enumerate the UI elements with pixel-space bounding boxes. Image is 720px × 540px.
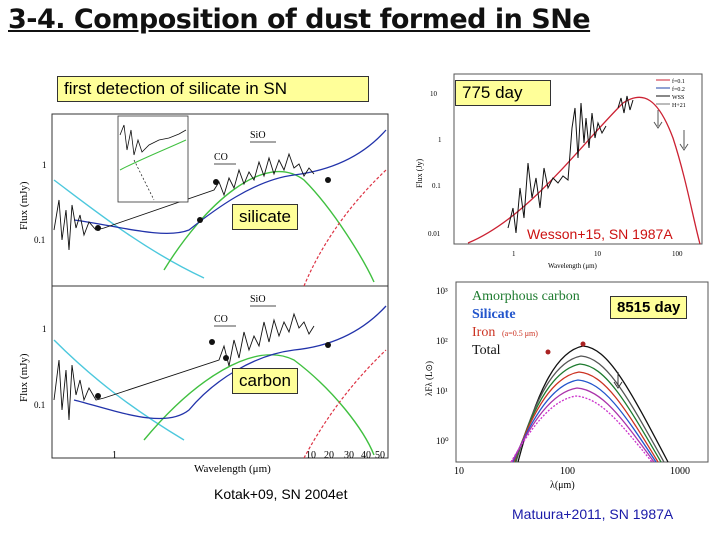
slide-title: 3-4. Composition of dust formed in SNe bbox=[8, 4, 591, 35]
wesson-ytick-01: 0.1 bbox=[432, 182, 441, 190]
left-xtick-20: 20 bbox=[324, 450, 334, 461]
matsuura-ytick-0: 10⁰ bbox=[436, 436, 449, 446]
wesson-ytick-10: 10 bbox=[430, 90, 437, 98]
svg-text:WSS: WSS bbox=[672, 95, 685, 101]
label-co-upper: CO bbox=[214, 152, 228, 163]
legend-iron-note: (a=0.5 μm) bbox=[502, 329, 538, 338]
lower-cyan-curve bbox=[54, 340, 184, 440]
upper-red-curve bbox=[304, 170, 386, 286]
left-ytick-1: 1 bbox=[42, 160, 47, 170]
matsuura-xtick-1000: 1000 bbox=[670, 466, 690, 477]
callout-775-day: 775 day bbox=[455, 80, 551, 106]
matsuura-ylabel: λFλ (L⊙) bbox=[424, 360, 434, 396]
caption-matsuura: Matuura+2011, SN 1987A bbox=[512, 506, 674, 522]
matsuura-xlabel: λ(μm) bbox=[550, 480, 575, 491]
left-xtick-1: 1 bbox=[112, 450, 117, 461]
label-co-lower: CO bbox=[214, 314, 228, 325]
wesson-xtick-1: 1 bbox=[512, 250, 516, 258]
wesson-ytick-1: 1 bbox=[438, 136, 442, 144]
label-sio-lower: SiO bbox=[250, 294, 266, 305]
svg-text:f=0.2: f=0.2 bbox=[672, 87, 685, 93]
svg-text:H+21: H+21 bbox=[672, 103, 686, 109]
left-xlabel: Wavelength (μm) bbox=[194, 463, 271, 475]
matsuura-ytick-3: 10³ bbox=[436, 286, 448, 296]
callout-first-detection: first detection of silicate in SN bbox=[57, 76, 369, 102]
label-sio-upper: SiO bbox=[250, 130, 266, 141]
wesson-sed-figure bbox=[408, 68, 708, 273]
upper-inset-frame bbox=[118, 116, 188, 202]
legend-iron: Iron bbox=[472, 325, 496, 340]
left-ylabel-lower: Flux (mJy) bbox=[18, 353, 30, 402]
lower-red-curve bbox=[304, 350, 386, 458]
left-xtick-10: 10 bbox=[306, 450, 316, 461]
callout-carbon: carbon bbox=[232, 368, 298, 394]
svg-text:f=0.1: f=0.1 bbox=[672, 79, 685, 85]
legend-silicate: Silicate bbox=[472, 307, 516, 322]
matsuura-xtick-10: 10 bbox=[454, 466, 464, 477]
left-ytick-01b: 0.1 bbox=[34, 400, 46, 410]
wesson-ylabel: Flux (Jy) bbox=[415, 158, 424, 188]
wesson-xlabel: Wavelength (μm) bbox=[548, 262, 597, 270]
lower-spectrum bbox=[54, 314, 314, 420]
wesson-xtick-10: 10 bbox=[594, 250, 601, 258]
matsuura-xtick-100: 100 bbox=[560, 466, 575, 477]
left-xtick-50: 50 bbox=[375, 450, 385, 461]
caption-wesson: Wesson+15, SN 1987A bbox=[527, 226, 673, 242]
left-sed-figure bbox=[14, 110, 392, 480]
caption-kotak: Kotak+09, SN 2004et bbox=[214, 486, 348, 502]
legend-amorphous-carbon: Amorphous carbon bbox=[472, 289, 580, 304]
callout-silicate: silicate bbox=[232, 204, 298, 230]
left-ytick-01: 0.1 bbox=[34, 235, 46, 245]
legend-total: Total bbox=[472, 343, 501, 358]
left-xtick-40: 40 bbox=[361, 450, 371, 461]
matsuura-ytick-1: 10¹ bbox=[436, 386, 448, 396]
left-ytick-1b: 1 bbox=[42, 324, 47, 334]
wesson-ytick-001: 0.01 bbox=[428, 230, 441, 238]
wesson-xtick-100: 100 bbox=[672, 250, 683, 258]
callout-8515-day: 8515 day bbox=[610, 296, 687, 319]
left-ylabel-upper: Flux (mJy) bbox=[18, 181, 30, 230]
left-xtick-30: 30 bbox=[344, 450, 354, 461]
matsuura-ytick-2: 10² bbox=[436, 336, 448, 346]
